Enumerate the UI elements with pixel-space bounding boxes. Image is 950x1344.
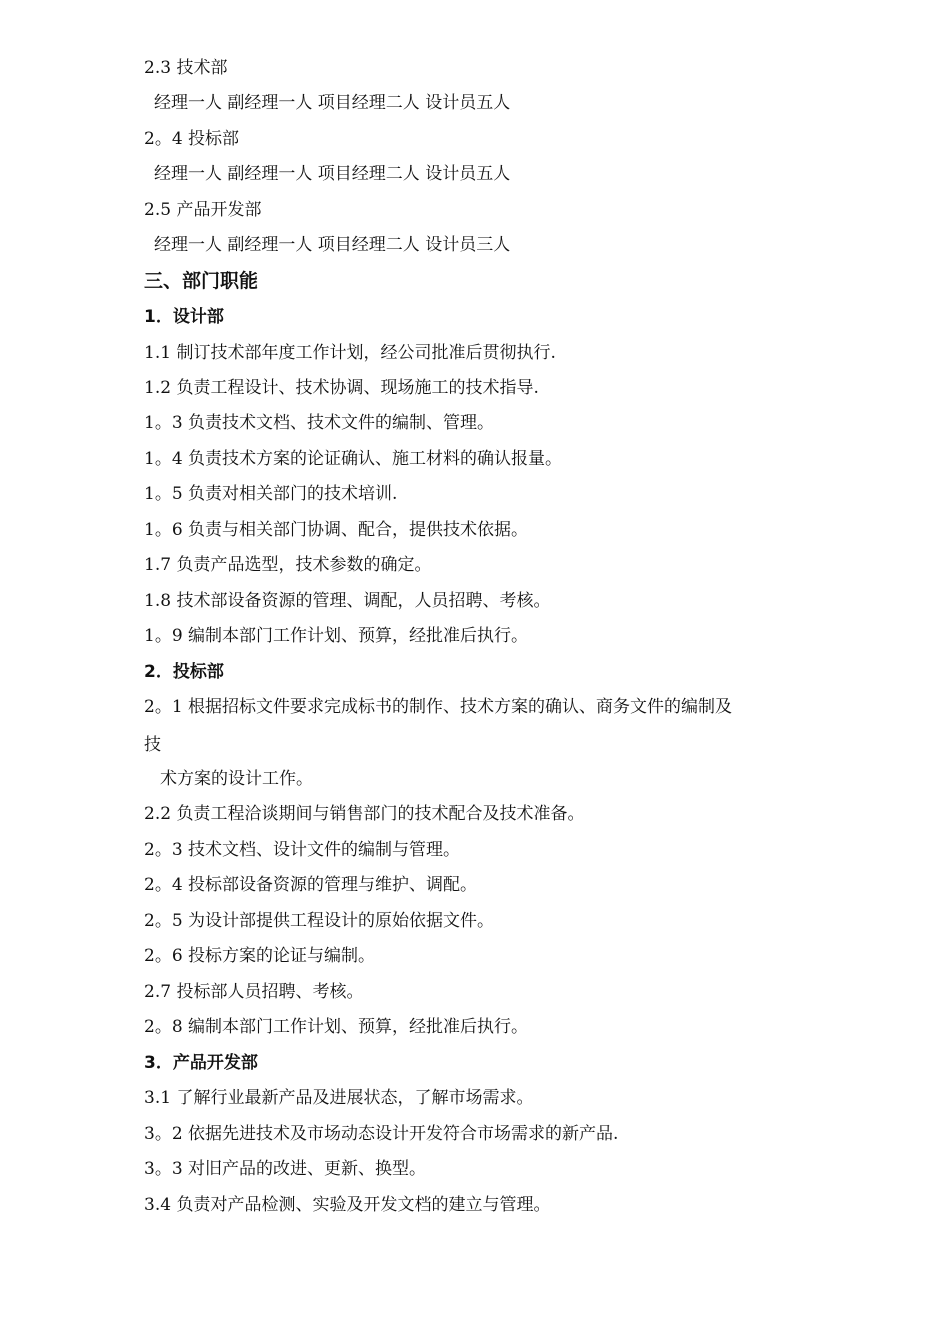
subsection-heading: 2.3 技术部 xyxy=(144,58,228,78)
paragraph-line: 2。6 投标方案的论证与编制。 xyxy=(144,946,376,966)
paragraph-line: 3.4 负责对产品检测、实验及开发文档的建立与管理。 xyxy=(144,1195,551,1215)
paragraph-line: 3。3 对旧产品的改进、更新、换型。 xyxy=(144,1159,427,1179)
section-heading: 三、部门职能 xyxy=(144,270,259,292)
department-heading: 3．产品开发部 xyxy=(144,1053,258,1073)
paragraph-line: 技 xyxy=(144,735,161,755)
paragraph-line: 3.1 了解行业最新产品及进展状态，了解市场需求。 xyxy=(144,1088,534,1108)
department-heading: 2．投标部 xyxy=(144,662,224,682)
paragraph-line: 1。3 负责技术文档、技术文件的编制、管理。 xyxy=(144,413,495,433)
paragraph-line: 术方案的设计工作。 xyxy=(160,769,313,789)
paragraph-line: 1。5 负责对相关部门的技术培训. xyxy=(144,484,398,504)
paragraph-line: 1.2 负责工程设计、技术协调、现场施工的技术指导. xyxy=(144,378,539,398)
paragraph-line: 1.1 制订技术部年度工作计划，经公司批准后贯彻执行. xyxy=(144,343,556,363)
paragraph-line: 1。9 编制本部门工作计划、预算，经批准后执行。 xyxy=(144,626,529,646)
paragraph-line: 1。6 负责与相关部门协调、配合，提供技术依据。 xyxy=(144,520,529,540)
paragraph-line: 3。2 依据先进技术及市场动态设计开发符合市场需求的新产品. xyxy=(144,1124,619,1144)
paragraph-line: 1.7 负责产品选型，技术参数的确定。 xyxy=(144,555,432,575)
staffing-line: 经理一人 副经理一人 项目经理二人 设计员三人 xyxy=(154,235,511,255)
paragraph-line: 2。1 根据招标文件要求完成标书的制作、技术方案的确认、商务文件的编制及 xyxy=(144,697,733,717)
staffing-line: 经理一人 副经理一人 项目经理二人 设计员五人 xyxy=(154,93,511,113)
department-heading: 1．设计部 xyxy=(144,307,224,327)
paragraph-line: 2。5 为设计部提供工程设计的原始依据文件。 xyxy=(144,911,495,931)
paragraph-line: 1.8 技术部设备资源的管理、调配，人员招聘、考核。 xyxy=(144,591,551,611)
paragraph-line: 2。4 投标部设备资源的管理与维护、调配。 xyxy=(144,875,478,895)
paragraph-line: 2。8 编制本部门工作计划、预算，经批准后执行。 xyxy=(144,1017,529,1037)
paragraph-line: 1。4 负责技术方案的论证确认、施工材料的确认报量。 xyxy=(144,449,563,469)
subsection-heading: 2.5 产品开发部 xyxy=(144,200,262,220)
staffing-line: 经理一人 副经理一人 项目经理二人 设计员五人 xyxy=(154,164,511,184)
paragraph-line: 2。3 技术文档、设计文件的编制与管理。 xyxy=(144,840,461,860)
subsection-heading: 2。4 投标部 xyxy=(144,129,240,149)
paragraph-line: 2.7 投标部人员招聘、考核。 xyxy=(144,982,364,1002)
paragraph-line: 2.2 负责工程洽谈期间与销售部门的技术配合及技术准备。 xyxy=(144,804,585,824)
